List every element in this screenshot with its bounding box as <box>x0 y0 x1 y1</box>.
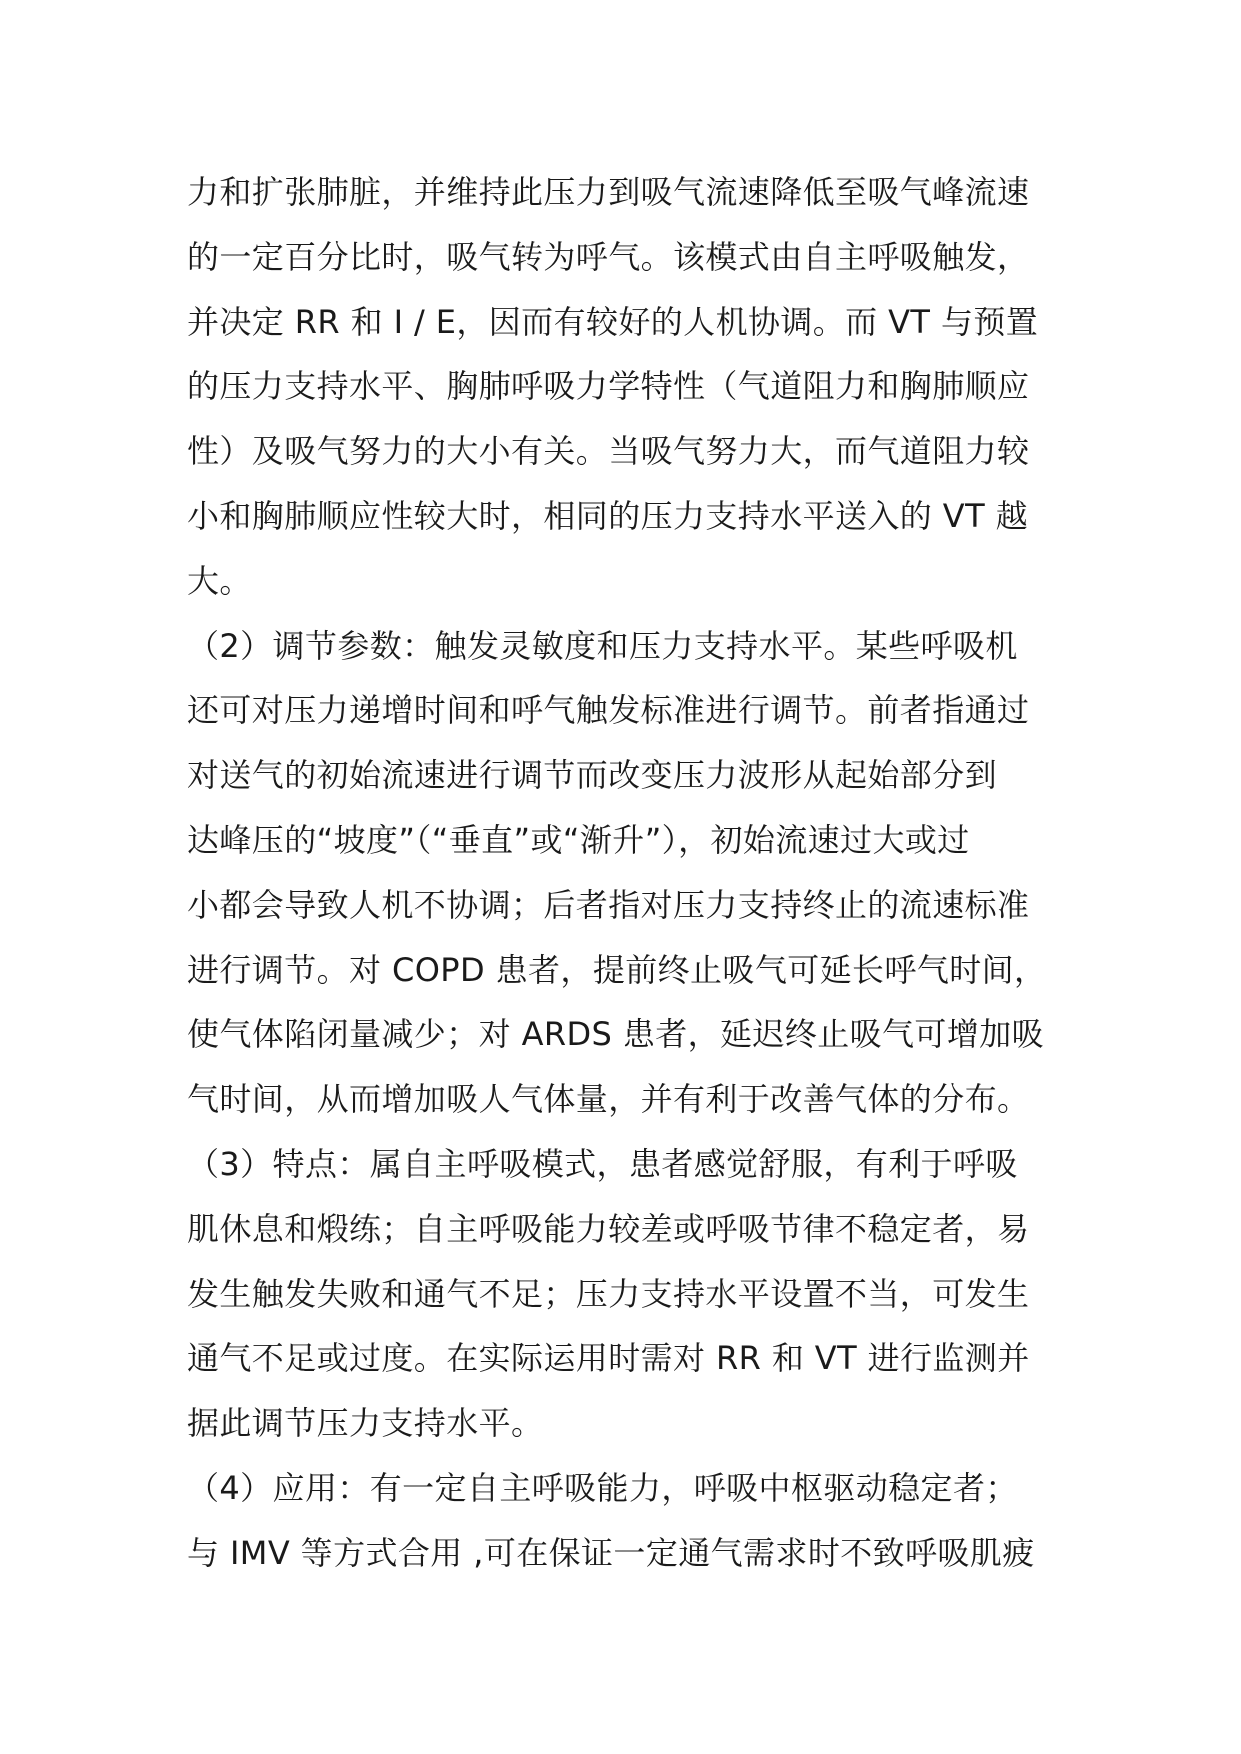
text-line: 使气体陷闭量减少；对 ARDS 患者，延迟终止吸气可增加吸 <box>187 1015 1045 1054</box>
body-text <box>187 160 1055 1586</box>
text-line: 进行调节。对 COPD 患者，提前终止吸气可延长呼气时间， <box>187 950 1047 989</box>
text-line: 对送气的初始流速进行调节而改变压力波形从起始部分到 <box>187 756 998 795</box>
text-line: （3）特点：属自主呼吸模式，患者感觉舒服，有利于呼吸 <box>187 1144 1018 1183</box>
text-line: 与 IMV 等方式合用 ,可在保证一定通气需求时不致呼吸肌疲 <box>187 1533 1035 1572</box>
text-line: 还可对压力递增时间和呼气触发标准进行调节。前者指通过 <box>187 691 1030 730</box>
text-line: 的一定百分比时，吸气转为呼气。该模式由自主呼吸触发， <box>187 237 1030 276</box>
text-line: 据此调节压力支持水平。 <box>187 1404 544 1443</box>
text-line: 肌休息和煅练；自主呼吸能力较差或呼吸节律不稳定者，易 <box>187 1209 1030 1248</box>
text-line: 的压力支持水平、胸肺呼吸力学特性（气道阻力和胸肺顺应 <box>187 367 1030 406</box>
text-line: 性）及吸气努力的大小有关。当吸气努力大，而气道阻力较 <box>187 432 1030 471</box>
text-line: 发生触发失败和通气不足；压力支持水平设置不当，可发生 <box>187 1274 1030 1313</box>
text-line: 并决定 RR 和 I / E，因而有较好的人机协调。而 VT 与预置 <box>187 302 1039 341</box>
text-line: 大。 <box>187 561 252 600</box>
text-line: 力和扩张肺脏，并维持此压力到吸气流速降低至吸气峰流速 <box>187 173 1030 211</box>
text-line: 通气不足或过度。在实际运用时需对 RR 和 VT 进行监测并 <box>187 1339 1030 1378</box>
text-line: （2）调节参数：触发灵敏度和压力支持水平。某些呼吸机 <box>187 626 1018 665</box>
text-line: 气时间，从而增加吸人气体量，并有利于改善气体的分布。 <box>187 1080 1030 1119</box>
text-line: 达峰压的“坡度”（“垂直”或“渐升”），初始流速过大或过 <box>187 820 970 859</box>
text-line: 小都会导致人机不协调；后者指对压力支持终止的流速标准 <box>187 885 1030 924</box>
text-line: （4）应用：有一定自主呼吸能力，呼吸中枢驱动稳定者； <box>187 1468 1018 1507</box>
text-line: 小和胸肺顺应性较大时，相同的压力支持水平送入的 VT 越 <box>187 496 1028 535</box>
